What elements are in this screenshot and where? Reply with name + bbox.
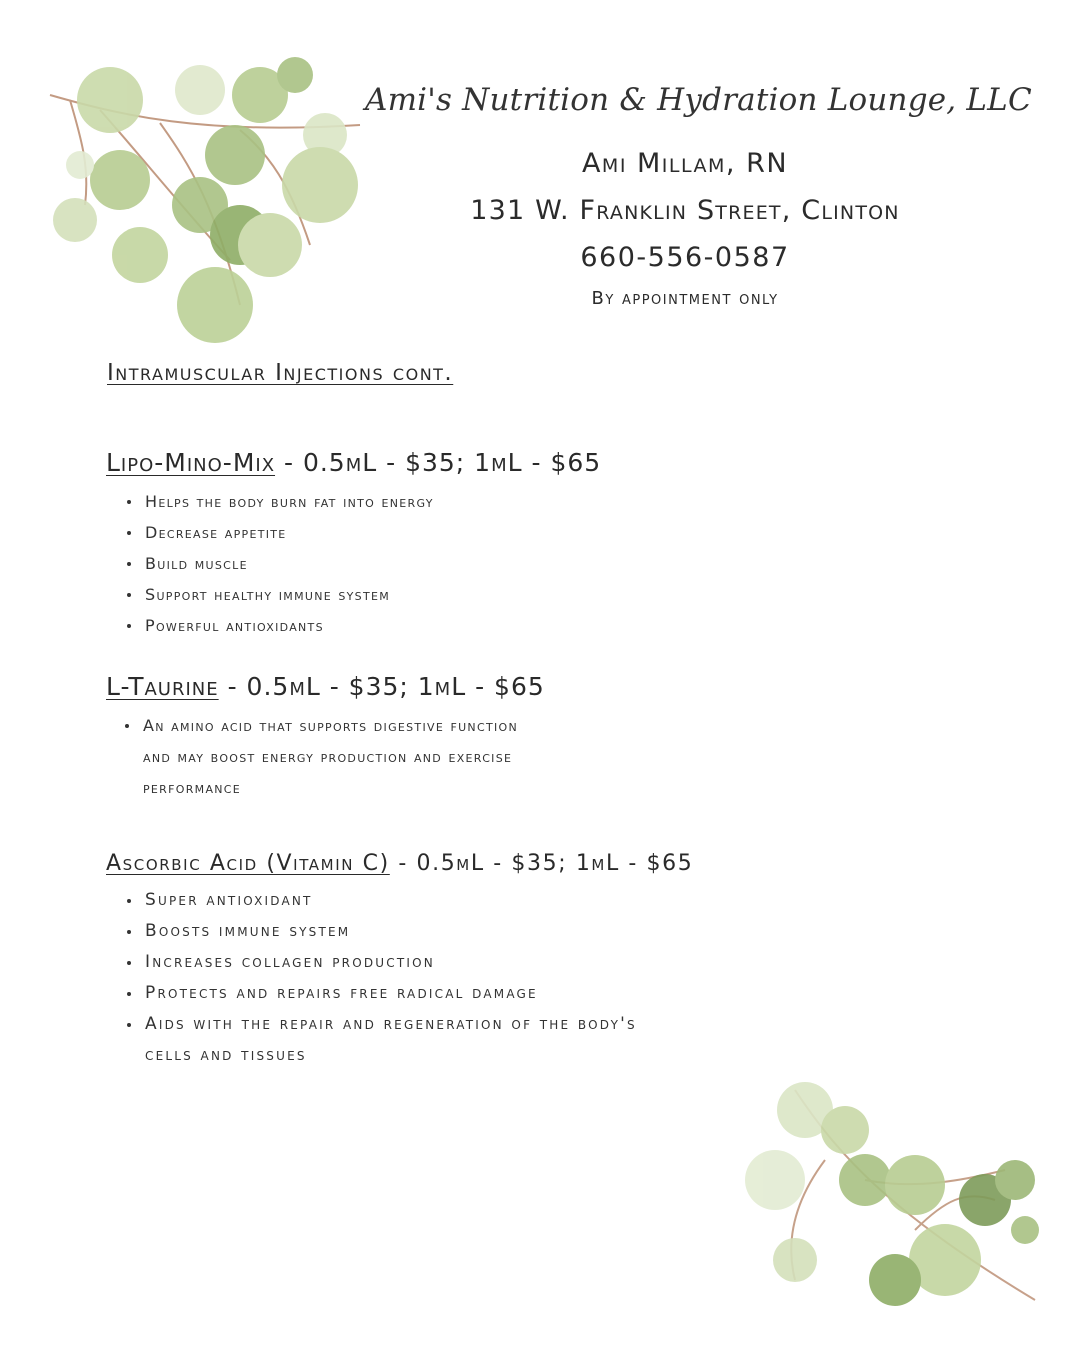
business-name: Ami's Nutrition & Hydration Lounge, LLC <box>365 82 1032 118</box>
list-item-line: cells and tissues <box>145 1045 307 1065</box>
list-item: Support healthy immune system <box>125 579 434 610</box>
list-item <box>125 1009 637 1071</box>
list-item <box>123 710 518 803</box>
list-item: Decrease appetite <box>125 517 434 548</box>
item-heading-l-taurine <box>106 672 545 701</box>
list-item: Protects and repairs free radical damage <box>125 978 637 1009</box>
address: 131 W. Franklin Street, Clinton <box>470 195 900 226</box>
section-title: Intramuscular Injections cont. <box>107 360 454 386</box>
bullet-list-ascorbic-acid <box>125 885 637 1071</box>
list-item-line: and may boost energy production and exercise <box>143 747 513 766</box>
item-heading-ascorbic-acid <box>106 851 693 876</box>
list-item: Super antioxidant <box>125 885 637 916</box>
list-item: Increases collagen production <box>125 947 637 978</box>
item-pricing: - 0.5mL - $35; 1mL - $65 <box>275 448 602 477</box>
list-item: Build muscle <box>125 548 434 579</box>
phone-number: 660-556-0587 <box>580 242 790 273</box>
list-item: Powerful antioxidants <box>125 610 434 641</box>
list-item-line: performance <box>143 778 242 797</box>
eucalyptus-branch-bottom-right-icon <box>735 1070 1045 1330</box>
owner-name: Ami Millam, RN <box>581 148 789 179</box>
list-item: Boosts immune system <box>125 916 637 947</box>
item-heading-lipo-mino-mix <box>106 448 601 477</box>
item-name: Ascorbic Acid (Vitamin C) <box>106 851 390 876</box>
item-pricing: - 0.5mL - $35; 1mL - $65 <box>218 672 545 701</box>
eucalyptus-branch-top-left-icon <box>40 55 380 355</box>
list-item-line: Aids with the repair and regeneration of the body's <box>145 1014 637 1034</box>
item-pricing: - 0.5mL - $35; 1mL - $65 <box>389 851 694 876</box>
appointment-note: By appointment only <box>591 288 779 309</box>
list-item-line: An amino acid that supports digestive function <box>143 716 518 735</box>
item-name: Lipo-Mino-Mix <box>106 448 276 477</box>
list-item: Helps the body burn fat into energy <box>125 486 434 517</box>
item-name: L-Taurine <box>106 672 219 701</box>
bullet-list-l-taurine <box>123 710 518 803</box>
bullet-list-lipo-mino-mix <box>125 486 434 641</box>
